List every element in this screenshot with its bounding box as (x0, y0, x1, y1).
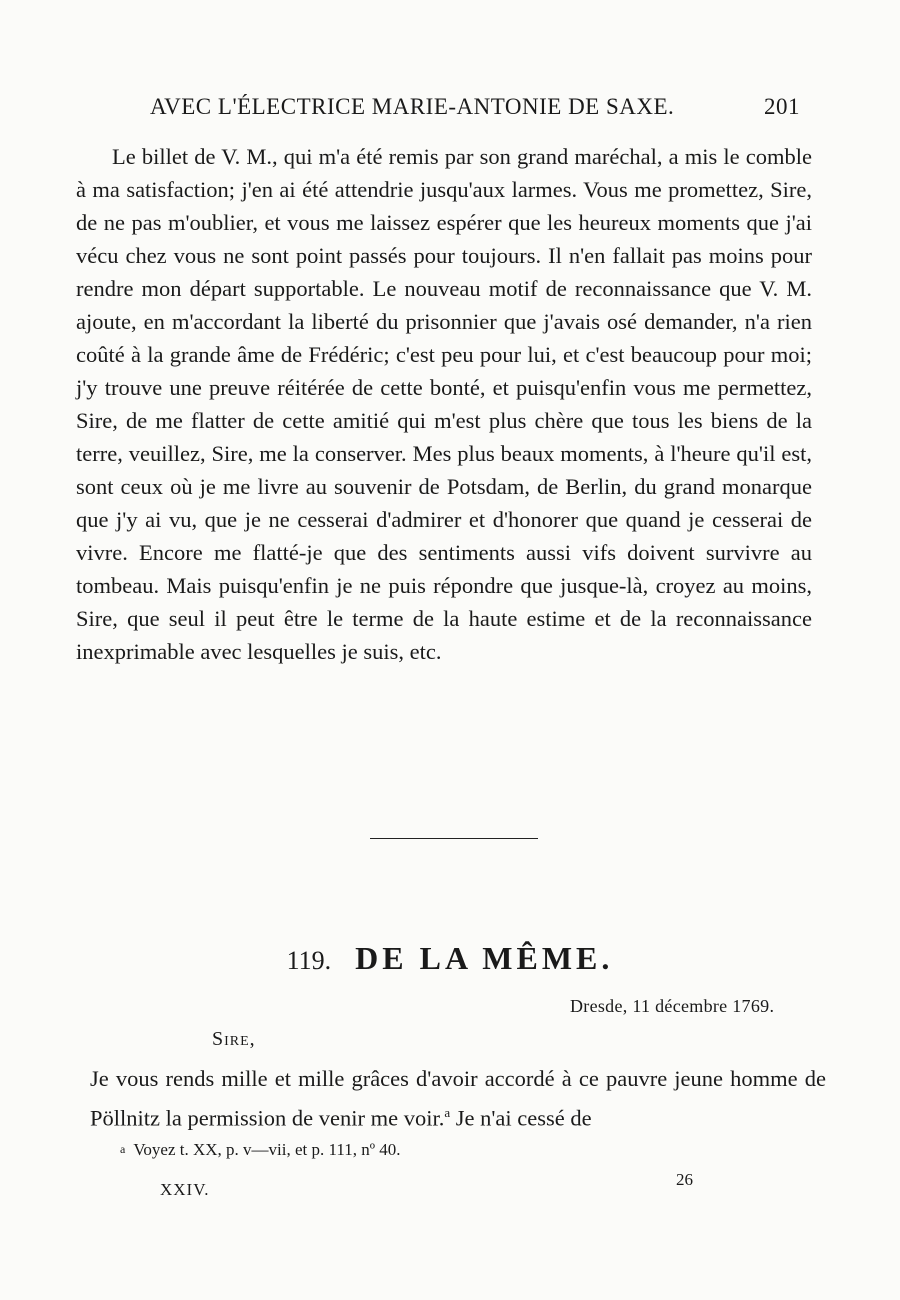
salutation: Sire, (212, 1028, 256, 1050)
sheet-number: 26 (676, 1170, 693, 1189)
footnote (120, 1140, 401, 1160)
opening-continuation: Je n'ai cessé de (455, 1105, 592, 1131)
volume-signature: XXIV. (160, 1180, 210, 1199)
letter-title: DE LA MÊME. (355, 940, 614, 976)
section-divider (370, 838, 538, 839)
footnote-text: Voyez t. XX, p. v—vii, et p. 111, nº 40. (133, 1140, 401, 1159)
letter-opening (90, 1062, 826, 1136)
footnote-mark: a (120, 1142, 126, 1156)
dateline: Dresde, 11 décembre 1769. (570, 996, 775, 1016)
letter-number: 119. (286, 946, 332, 975)
body-paragraph: Le billet de V. M., qui m'a été remis par son grand maréchal, a mis le comble à ma satisfaction; j'en ai été attendrie jusqu'aux larmes. Vous me promettez, Sire, de ne pas m'oublier, et vous me laissez espérer que les heureux moments que j'ai vécu chez vous ne sont point passés pour toujours. Il n'en fallait pas moins pour rendre mon départ supportable. Le nouveau motif de reconnaissance que V. M. ajoute, en m'accordant la liberté du prisonnier que j'avais osé demander, n'a rien coûté à la grande âme de Frédéric; c'est peu pour lui, et c'est beaucoup pour moi; j'y trouve une preuve réitérée de cette bonté, et puisqu'enfin vous me permettez, Sire, de me flatter de cette amitié qui m'est plus chère que tous les biens de la terre, veuillez, Sire, me la conserver. Mes plus beaux moments, à l'heure qu'il est, sont ceux où je me livre au souvenir de Potsdam, de Berlin, du grand monarque que j'y ai vu, que je ne cesserai d'admirer et d'honorer que quand je cesserai de vivre. Encore me flatté-je que des sentiments aussi vifs doivent survivre au tombeau. Mais puisqu'enfin je ne puis répondre que jusque-là, croyez au moins, Sire, que seul il peut être le terme de la haute estime et de la reconnaissance inexprimable avec lesquelles je suis, etc. (76, 144, 812, 664)
page-number: 201 (764, 94, 800, 119)
letter-heading (0, 940, 900, 977)
running-title: AVEC L'ÉLECTRICE MARIE-ANTONIE DE SAXE. (150, 94, 675, 119)
footnote-reference[interactable]: a (444, 1105, 451, 1120)
opening-text: Je vous rends mille et mille grâces d'avoir accordé à ce pauvre jeune homme de Pöllnitz la permission de venir me voir. (90, 1066, 826, 1131)
